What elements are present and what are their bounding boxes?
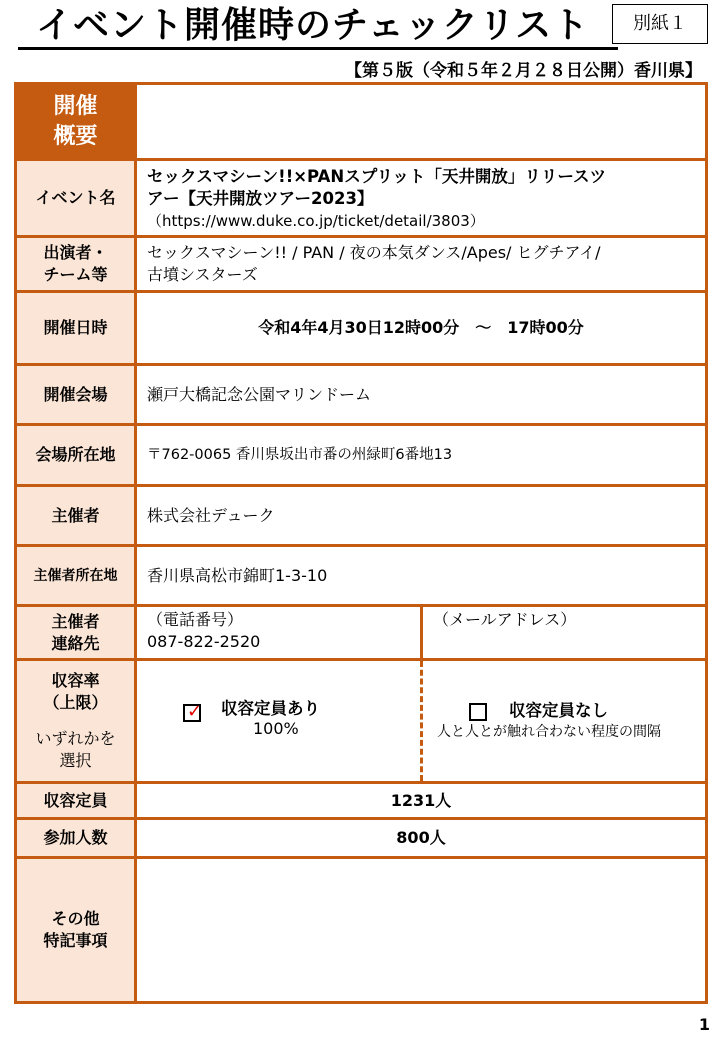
organizer-row: [17, 487, 705, 547]
checklist-table: [14, 82, 708, 1004]
remarks-label-line1: その他: [51, 909, 100, 928]
contact-phone-cell: [137, 607, 423, 658]
datetime-value: 令和4年4月30日12時00分 ～ 17時00分: [258, 318, 584, 337]
organizer-label: 主催者: [17, 487, 137, 544]
email-caption: （メールアドレス）: [433, 610, 577, 629]
title-underline: [18, 47, 618, 50]
no-capacity-title: 収容定員なし: [509, 701, 608, 720]
annex-label: 別紙１: [612, 4, 708, 44]
page-number: 1: [698, 1015, 710, 1034]
option-no-capacity[interactable]: [423, 661, 705, 781]
page-title: イベント開催時のチェックリスト: [36, 5, 590, 46]
event-row: [17, 161, 705, 238]
no-capacity-note: 人と人とが触れ合わない程度の間隔: [437, 724, 661, 740]
performers-label-line1: 出演者・: [43, 243, 108, 262]
overview-label-line1: 開催: [53, 93, 98, 119]
performers-row: [17, 238, 705, 293]
performers-line1: セックスマシーン!! / PAN / 夜の本気ダンス/Apes/ ヒグチアイ/: [147, 243, 601, 262]
fixed-capacity-value: 100%: [253, 719, 299, 738]
check-mark-icon: ✓: [187, 701, 203, 722]
event-url: （https://www.duke.co.jp/ticket/detail/3803）: [147, 212, 485, 230]
performers-label-line2: チーム等: [43, 265, 108, 284]
option-fixed-capacity[interactable]: [137, 661, 423, 781]
overview-value: [137, 85, 705, 158]
venue-address-value: 〒762-0065 香川県坂出市番の州緑町6番地13: [147, 447, 453, 463]
phone-number: 087-822-2520: [147, 632, 261, 651]
performers-line2: 古墳シスターズ: [147, 265, 258, 284]
remarks-label: [17, 859, 137, 1001]
remarks-label-line2: 特記事項: [43, 931, 108, 950]
overview-label: [17, 85, 137, 158]
organizer-address-label: 主催者所在地: [17, 547, 137, 604]
capacity-rate-label: [17, 661, 137, 781]
attendees-label: 参加人数: [17, 820, 137, 856]
capacity-rate-label-line4: 選択: [59, 751, 92, 770]
version-note: 【第５版（令和５年２月２８日公開）香川県】: [345, 61, 702, 81]
performers-value: [137, 238, 705, 290]
event-value: [137, 161, 705, 235]
venue-address-row: [17, 426, 705, 487]
remarks-row: [17, 859, 705, 1001]
venue-value: 瀬戸大橋記念公園マリンドーム: [147, 384, 372, 404]
datetime-row: [17, 293, 705, 366]
organizer-address-value: 香川県高松市錦町1-3-10: [147, 565, 328, 585]
event-name-line2: アー【天井開放ツアー2023】: [147, 189, 374, 208]
venue-row: [17, 366, 705, 426]
remarks-value: [137, 859, 705, 1001]
venue-label: 開催会場: [17, 366, 137, 423]
attendees-row: [17, 820, 705, 859]
organizer-address-row: [17, 547, 705, 607]
attendees-value: 800人: [396, 828, 446, 847]
capacity-label: 収容定員: [17, 784, 137, 817]
performers-label: [17, 238, 137, 290]
capacity-row: [17, 784, 705, 820]
contact-email-cell: [423, 607, 705, 658]
capacity-rate-row: [17, 661, 705, 784]
overview-row: [17, 85, 705, 161]
venue-address-label: 会場所在地: [17, 426, 137, 484]
event-label: イベント名: [17, 161, 137, 235]
contact-label-line2: 連絡先: [51, 633, 100, 653]
capacity-rate-label-line1: 収容率: [51, 671, 100, 690]
capacity-rate-label-line2: （上限）: [43, 693, 108, 712]
event-name-line1: セックスマシーン!!×PANスプリット「天井開放」リリースツ: [147, 167, 607, 186]
capacity-rate-label-line3: いずれかを: [35, 729, 116, 748]
fixed-capacity-checkbox[interactable]: [183, 701, 203, 722]
contact-label-line1: 主催者: [51, 611, 100, 631]
capacity-value: 1231人: [390, 790, 452, 810]
datetime-label: 開催日時: [17, 293, 137, 363]
contact-label: [17, 607, 137, 658]
organizer-value: 株式会社デューク: [147, 505, 275, 525]
phone-caption: （電話番号）: [147, 610, 244, 629]
overview-label-line2: 概要: [53, 123, 98, 149]
no-capacity-checkbox[interactable]: [469, 703, 487, 721]
contact-row: [17, 607, 705, 661]
fixed-capacity-title: 収容定員あり: [221, 699, 320, 718]
